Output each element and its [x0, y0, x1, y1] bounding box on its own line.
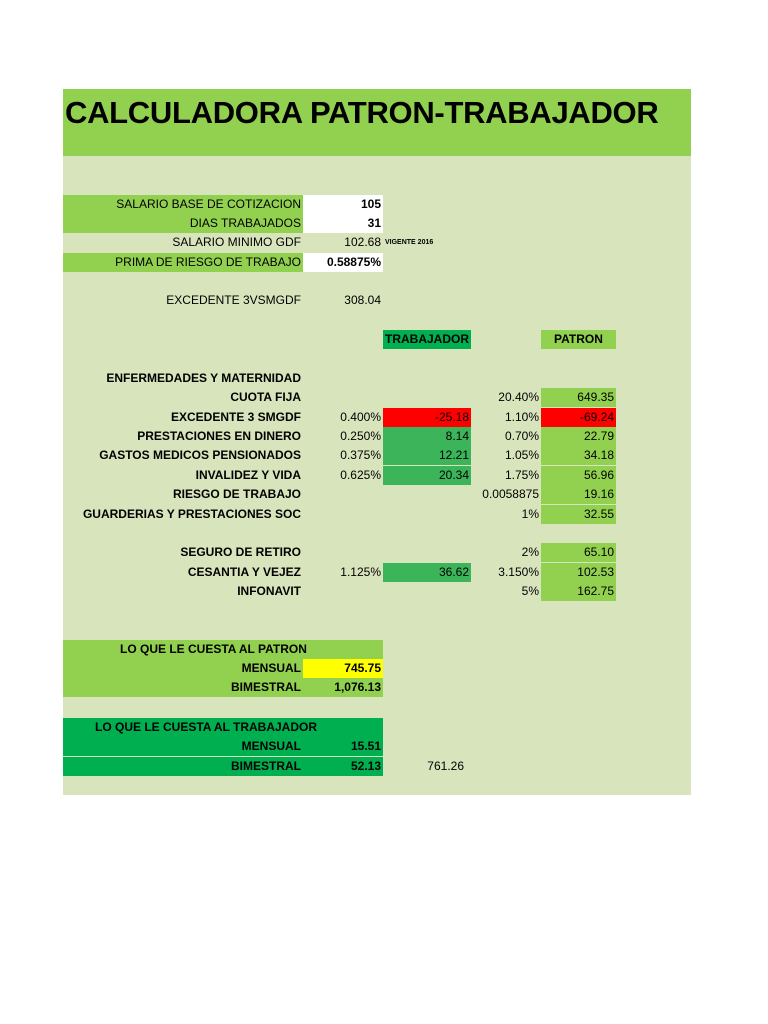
- patron-rate-guarderias[interactable]: 1%: [521, 507, 539, 521]
- trabajador-amount-gastos-medicos[interactable]: 12.21: [383, 446, 471, 465]
- row-label-invalidez: INVALIDEZ Y VIDA: [195, 468, 301, 482]
- patron-rate-cesantia[interactable]: 3.150%: [498, 565, 539, 579]
- prima-riesgo-label: PRIMA DE RIESGO DE TRABAJO: [63, 253, 303, 272]
- summary-trabajador-heading: LO QUE LE CUESTA AL TRABAJADOR: [95, 720, 318, 734]
- excedente-label: EXCEDENTE 3VSMGDF: [166, 293, 301, 307]
- summary-patron-mensual-value[interactable]: 745.75: [303, 659, 383, 678]
- page-title: CALCULADORA PATRON-TRABAJADOR: [65, 95, 659, 130]
- row-label-prestaciones: PRESTACIONES EN DINERO: [137, 429, 301, 443]
- salario-base-label: SALARIO BASE DE COTIZACION: [63, 195, 303, 214]
- patron-rate-cuota-fija[interactable]: 20.40%: [498, 390, 539, 404]
- patron-amount-invalidez[interactable]: 56.96: [541, 466, 616, 485]
- row-label-retiro: SEGURO DE RETIRO: [180, 545, 301, 559]
- patron-amount-retiro[interactable]: 65.10: [541, 543, 616, 562]
- prima-riesgo-input[interactable]: 0.58875%: [303, 253, 383, 272]
- patron-amount-guarderias[interactable]: 32.55: [541, 505, 616, 524]
- header-patron: PATRON: [541, 330, 616, 349]
- patron-rate-excedente[interactable]: 1.10%: [504, 410, 539, 424]
- trabajador-amount-excedente[interactable]: -25.18: [383, 408, 471, 427]
- summary-patron-bimestral-value[interactable]: 1,076.13: [303, 678, 383, 697]
- trabajador-rate-gastos-medicos[interactable]: 0.375%: [340, 448, 381, 462]
- dias-trabajados-label: DIAS TRABAJADOS: [63, 214, 303, 233]
- patron-amount-prestaciones[interactable]: 22.79: [541, 427, 616, 446]
- row-label-riesgo: RIESGO DE TRABAJO: [172, 487, 301, 501]
- patron-rate-retiro[interactable]: 2%: [521, 545, 539, 559]
- row-label-guarderias: GUARDERIAS Y PRESTACIONES SOC: [82, 507, 301, 521]
- patron-rate-riesgo[interactable]: 0.0058875: [482, 487, 539, 501]
- section-enfermedades: ENFERMEDADES Y MATERNIDAD: [106, 371, 301, 385]
- salario-minimo-value[interactable]: 102.68: [344, 235, 381, 249]
- vigente-note: VIGENTE 2016: [385, 239, 434, 246]
- patron-rate-prestaciones[interactable]: 0.70%: [504, 429, 539, 443]
- trabajador-rate-prestaciones[interactable]: 0.250%: [340, 429, 381, 443]
- summary-trabajador-mensual-value[interactable]: 15.51: [303, 737, 383, 756]
- patron-amount-gastos-medicos[interactable]: 34.18: [541, 446, 616, 465]
- trabajador-rate-excedente[interactable]: 0.400%: [340, 410, 381, 424]
- patron-amount-excedente[interactable]: -69.24: [541, 408, 616, 427]
- trabajador-amount-cesantia[interactable]: 36.62: [383, 563, 471, 582]
- row-label-gastos-medicos: GASTOS MEDICOS PENSIONADOS: [99, 448, 301, 462]
- summary-patron-bimestral-label: BIMESTRAL: [63, 678, 303, 697]
- row-label-infonavit: INFONAVIT: [237, 584, 301, 598]
- trabajador-rate-cesantia[interactable]: 1.125%: [340, 565, 381, 579]
- summary-patron-heading: LO QUE LE CUESTA AL PATRON: [120, 642, 307, 656]
- summary-patron-mensual-label: MENSUAL: [63, 659, 303, 678]
- summary-trabajador-bimestral-label: BIMESTRAL: [63, 757, 303, 776]
- excedente-value[interactable]: 308.04: [344, 293, 381, 307]
- summary-extra-value[interactable]: 761.26: [427, 759, 464, 773]
- patron-amount-infonavit[interactable]: 162.75: [541, 582, 616, 601]
- patron-rate-invalidez[interactable]: 1.75%: [504, 468, 539, 482]
- summary-trabajador-mensual-label: MENSUAL: [63, 737, 303, 756]
- header-trabajador: TRABAJADOR: [383, 330, 471, 349]
- patron-amount-riesgo[interactable]: 19.16: [541, 485, 616, 504]
- dias-trabajados-input[interactable]: 31: [303, 214, 383, 233]
- trabajador-amount-invalidez[interactable]: 20.34: [383, 466, 471, 485]
- row-label-excedente: EXCEDENTE 3 SMGDF: [170, 410, 301, 424]
- patron-rate-gastos-medicos[interactable]: 1.05%: [504, 448, 539, 462]
- salario-minimo-label: SALARIO MINIMO GDF: [172, 235, 301, 249]
- row-label-cuota-fija: CUOTA FIJA: [230, 390, 301, 404]
- patron-amount-cesantia[interactable]: 102.53: [541, 563, 616, 582]
- patron-amount-cuota-fija[interactable]: 649.35: [541, 388, 616, 407]
- patron-rate-infonavit[interactable]: 5%: [521, 584, 539, 598]
- summary-trabajador-bimestral-value[interactable]: 52.13: [303, 757, 383, 776]
- salario-base-input[interactable]: 105: [303, 195, 383, 214]
- row-label-cesantia: CESANTIA Y VEJEZ: [187, 565, 301, 579]
- trabajador-amount-prestaciones[interactable]: 8.14: [383, 427, 471, 446]
- trabajador-rate-invalidez[interactable]: 0.625%: [340, 468, 381, 482]
